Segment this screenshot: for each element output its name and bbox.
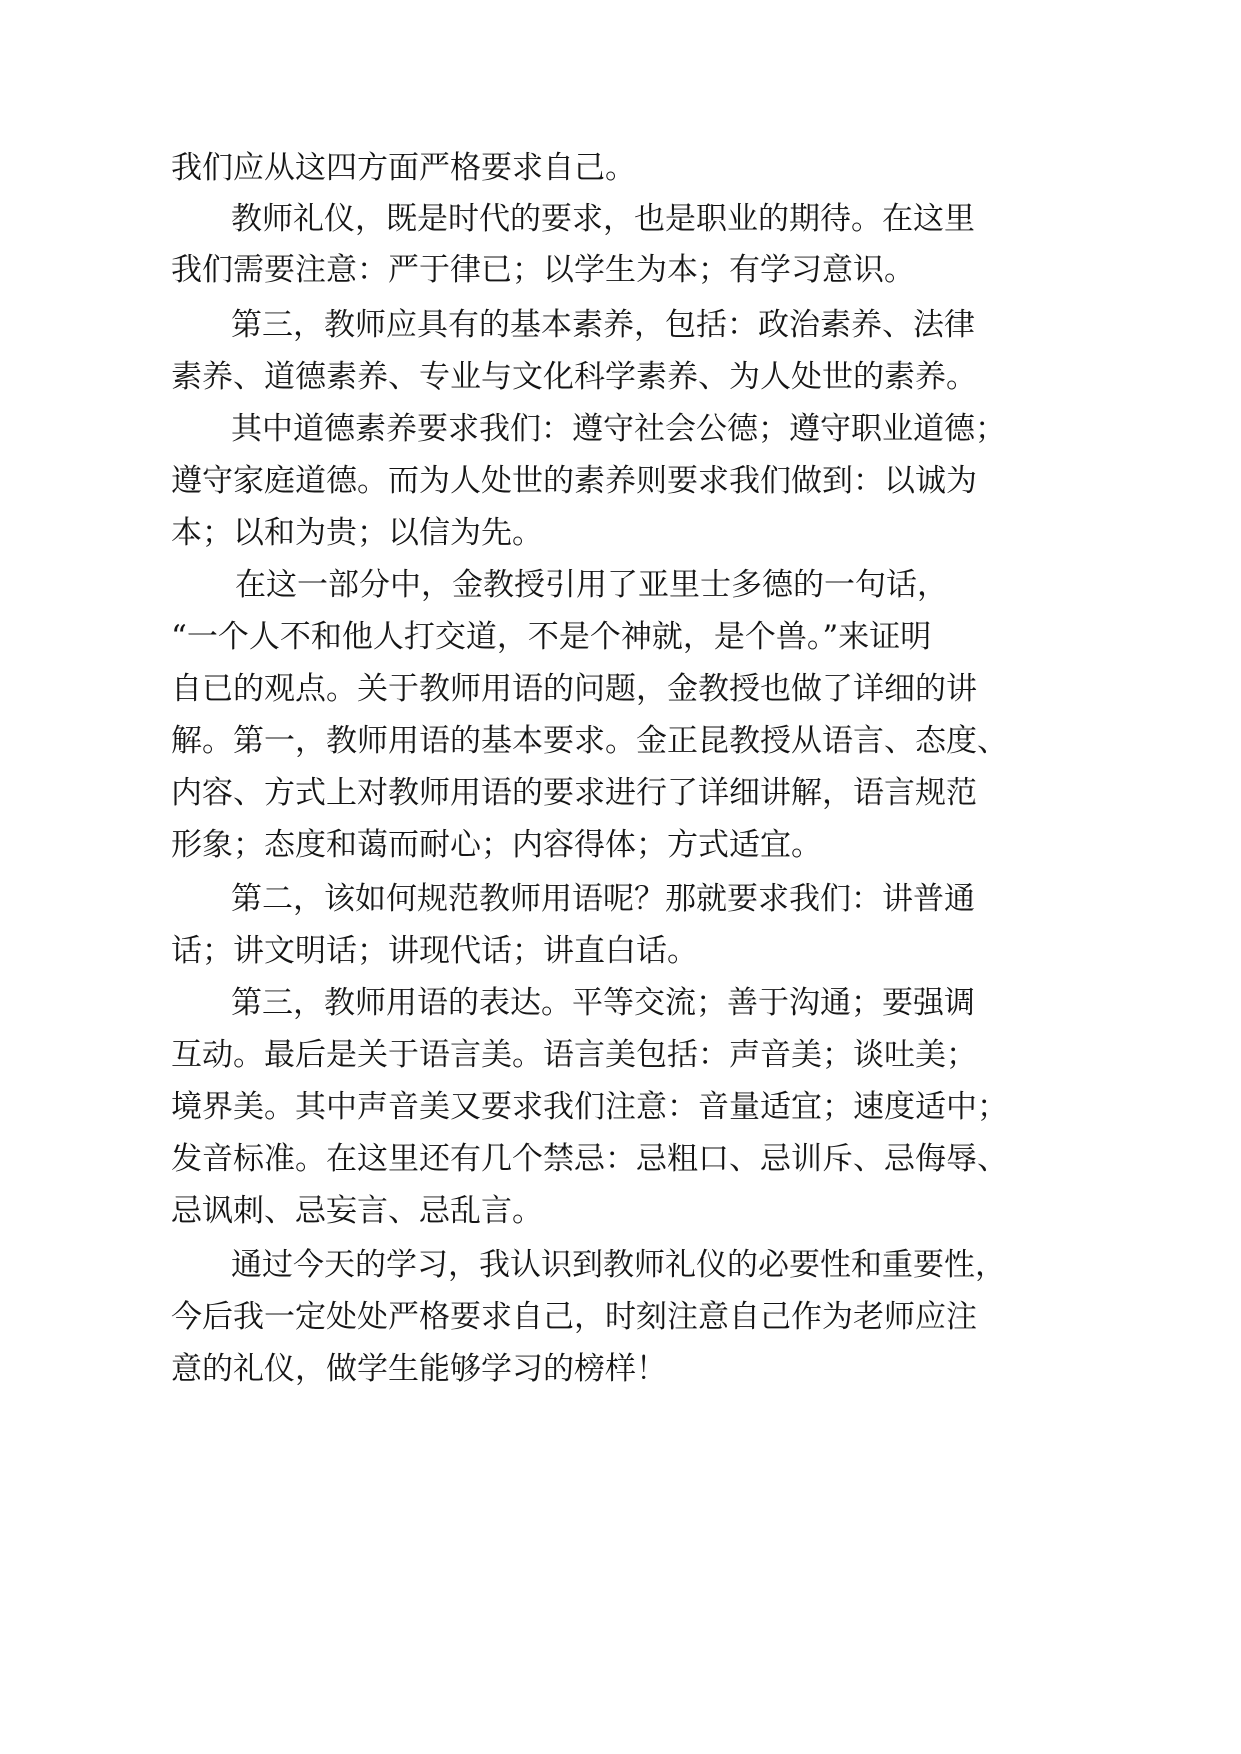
text-line: 形象；态度和蔼而耐心；内容得体；方式适宜。 [171,827,822,863]
text-line: 解。第一，教师用语的基本要求。金正昆教授从语言、态度、 [171,723,1008,759]
text-line: 我们需要注意：严于律已；以学生为本；有学习意识。 [171,252,915,288]
text-line: 其中道德素养要求我们：遵守社会公德；遵守职业道德； [231,411,1006,447]
text-line: “一个人不和他人打交道，不是个神就，是个兽。”来证明 [171,619,932,655]
text-line: 境界美。其中声音美又要求我们注意：音量适宜；速度适中； [171,1089,1008,1125]
text-line: 意的礼仪，做学生能够学习的榜样！ [171,1351,667,1387]
text-line: 发音标准。在这里还有几个禁忌：忌粗口、忌训斥、忌侮辱、 [171,1141,1008,1177]
text-line: 忌讽刺、忌妄言、忌乱言。 [171,1193,543,1229]
text-line: 互动。最后是关于语言美。语言美包括：声音美；谈吐美； [171,1037,977,1073]
text-line: 我们应从这四方面严格要求自己。 [171,150,636,186]
text-line: 遵守家庭道德。而为人处世的素养则要求我们做到：以诚为 [171,463,977,499]
text-line: 自已的观点。关于教师用语的问题，金教授也做了详细的讲 [171,671,977,707]
text-line: 话；讲文明话；讲现代话；讲直白话。 [171,933,698,969]
text-line: 教师礼仪，既是时代的要求，也是职业的期待。在这里 [231,201,975,237]
text-line: 今后我一定处处严格要求自己，时刻注意自己作为老师应注 [171,1299,977,1335]
text-line: 素养、道德素养、专业与文化科学素养、为人处世的素养。 [171,359,977,395]
text-line: 第二，该如何规范教师用语呢？那就要求我们：讲普通 [231,881,975,917]
text-line: 在这一部分中，金教授引用了亚里士多德的一句话， [235,567,948,603]
text-line: 第三，教师用语的表达。平等交流；善于沟通；要强调 [231,985,975,1021]
text-line: 第三，教师应具有的基本素养，包括：政治素养、法律 [231,307,975,343]
text-line: 通过今天的学习，我认识到教师礼仪的必要性和重要性， [231,1247,1006,1283]
text-line: 内容、方式上对教师用语的要求进行了详细讲解，语言规范 [171,775,977,811]
text-line: 本；以和为贵；以信为先。 [171,515,543,551]
